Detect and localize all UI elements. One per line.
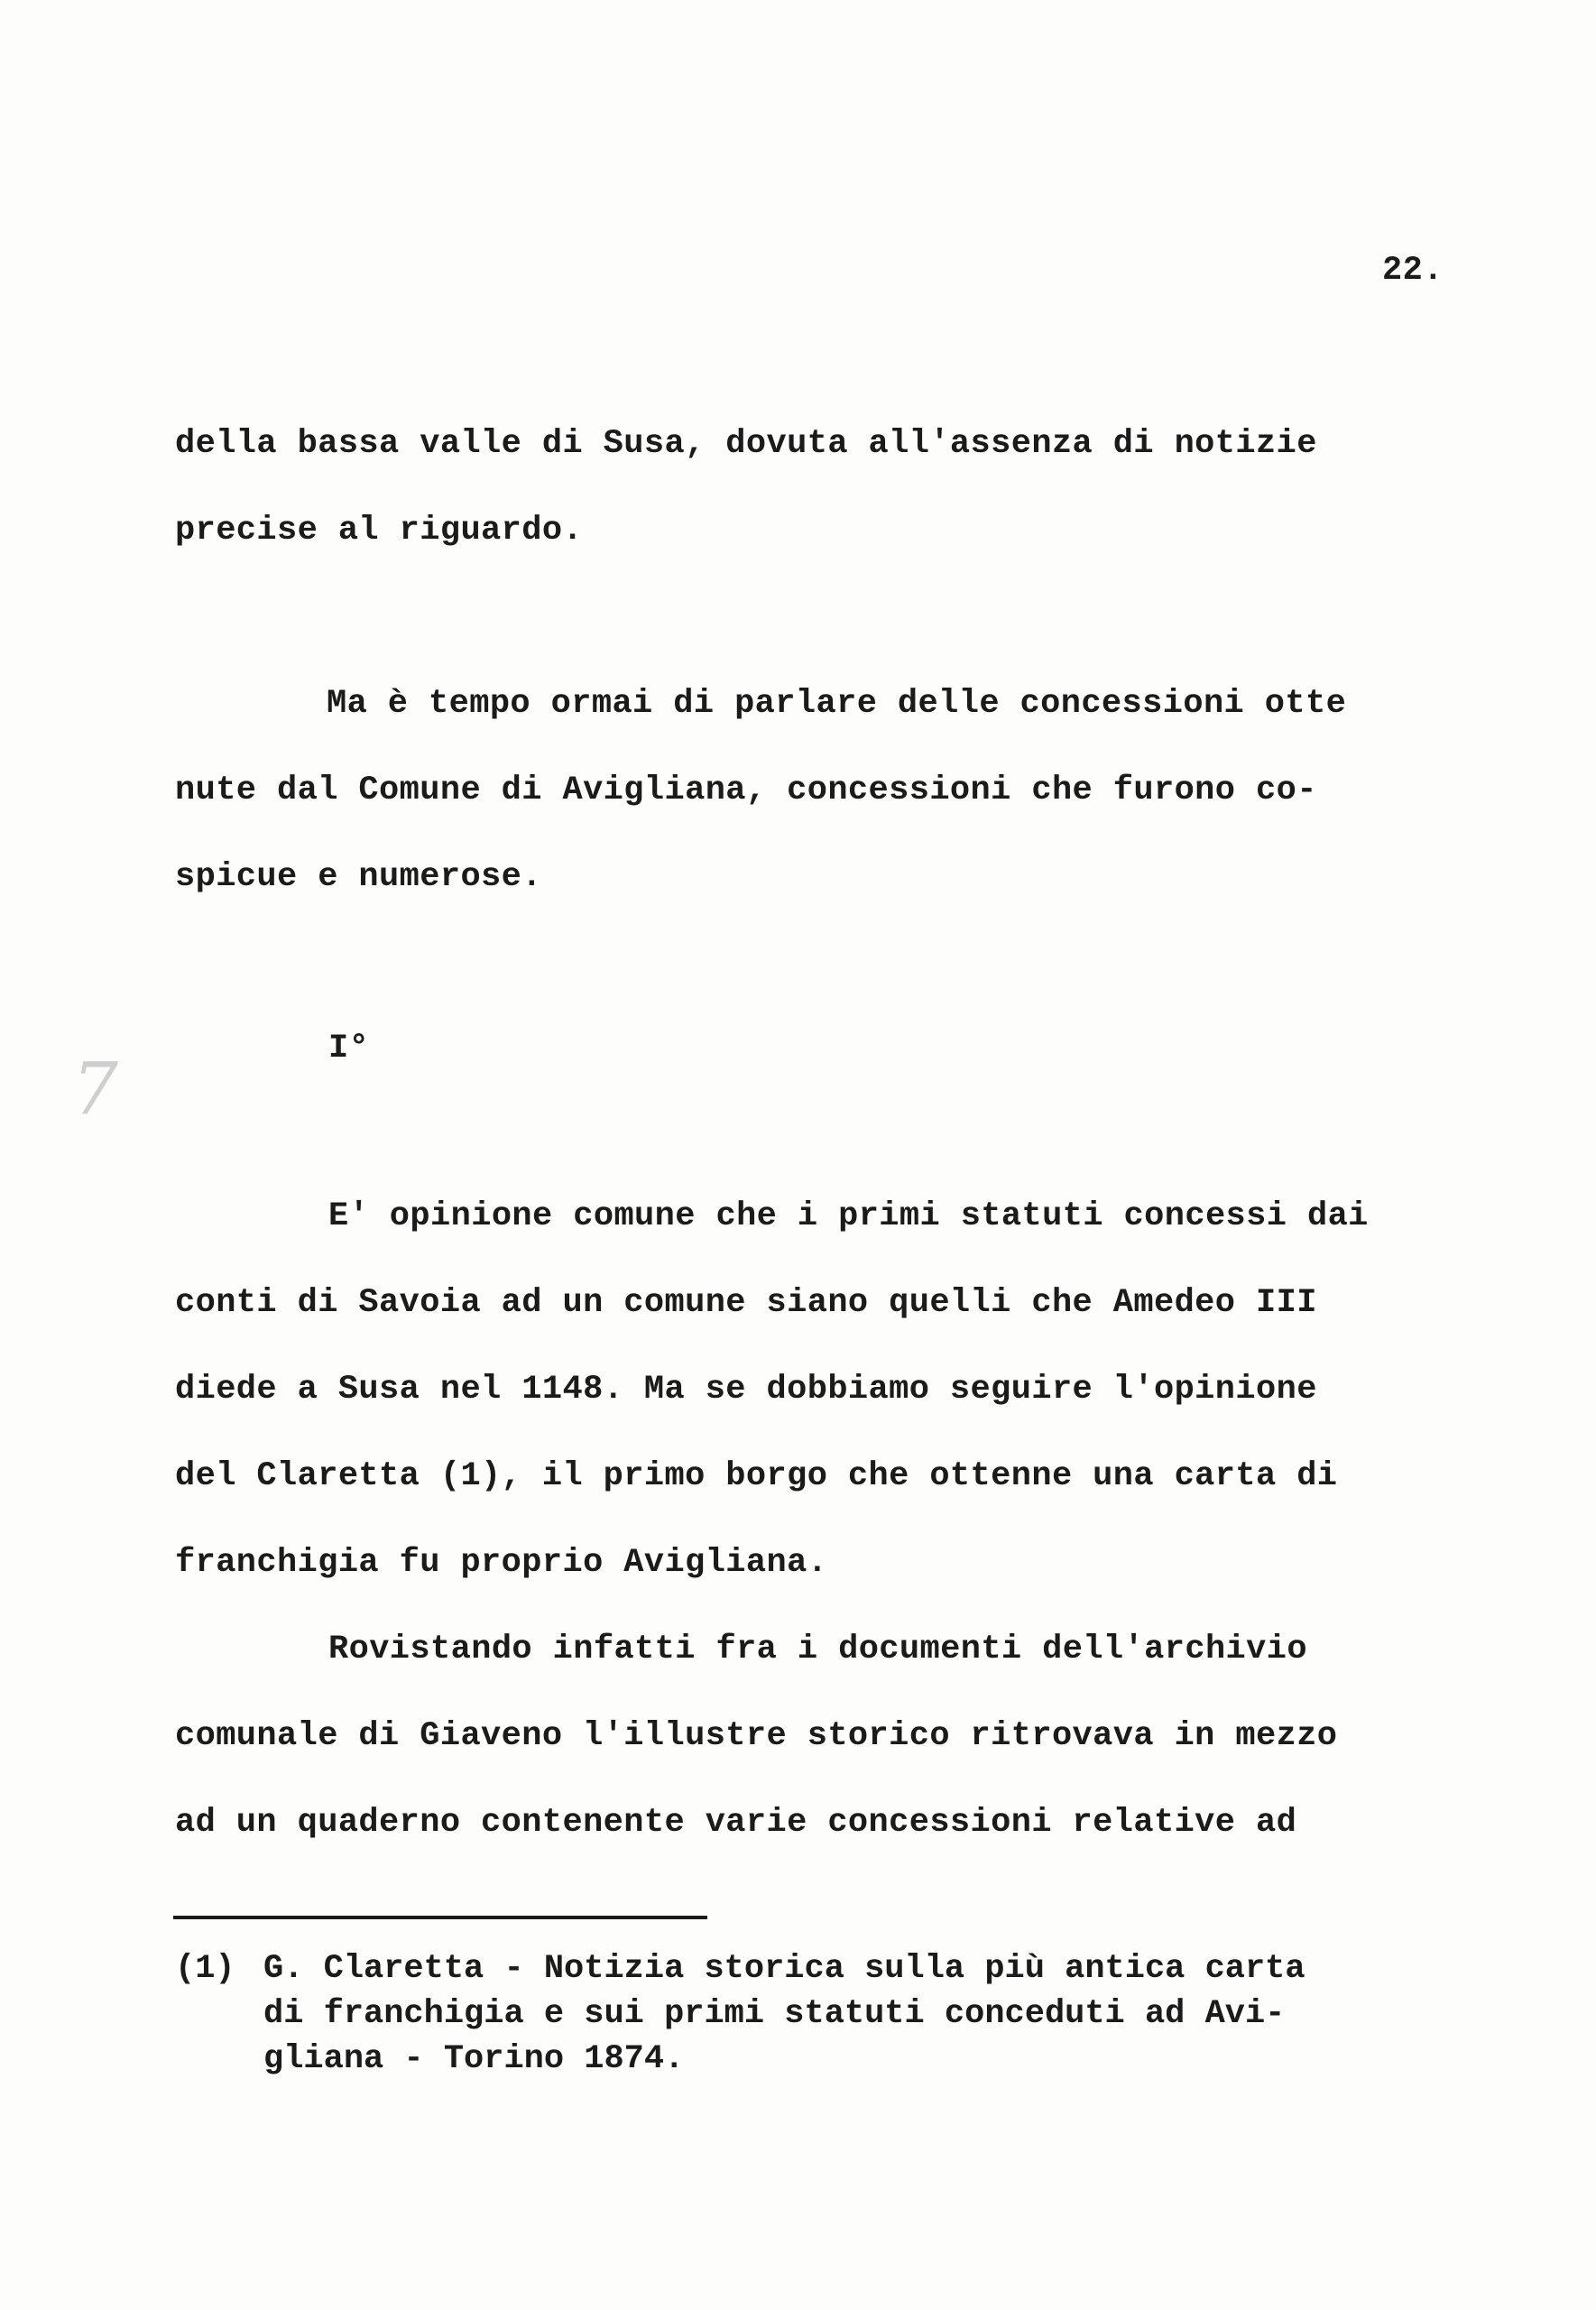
text-line: franchigia fu proprio Avigliana. [175, 1544, 828, 1582]
text-line: precise al riguardo. [175, 512, 584, 550]
footnote-marker: (1) [175, 1950, 235, 1988]
text-line: Ma è tempo ormai di parlare delle concessioni otte [327, 685, 1347, 723]
text-line: diede a Susa nel 1148. Ma se dobbiamo seguire l'opinione [175, 1371, 1317, 1409]
text-line: del Claretta (1), il primo borgo che ottenne una carta di [175, 1457, 1338, 1495]
page-number: 22. [1382, 252, 1444, 290]
section-heading: I° [328, 1030, 370, 1067]
text-line: nute dal Comune di Avigliana, concessioni che furono co- [175, 772, 1317, 809]
footnote-line: G. Claretta - Notizia storica sulla più antica carta [263, 1950, 1305, 1988]
text-line: E' opinione comune che i primi statuti concessi dai [328, 1197, 1369, 1235]
text-line: della bassa valle di Susa, dovuta all'assenza di notizie [175, 425, 1317, 463]
text-line: spicue e numerose. [175, 858, 542, 896]
text-line: Rovistando infatti fra i documenti dell'archivio [328, 1631, 1307, 1668]
text-line: comunale di Giaveno l'illustre storico ritrovava in mezzo [175, 1717, 1338, 1755]
text-line: ad un quaderno contenente varie concessioni relative ad [175, 1804, 1297, 1842]
text-line: conti di Savoia ad un comune siano quelli che Amedeo III [175, 1284, 1317, 1322]
footnote-line: di franchigia e sui primi statuti conceduti ad Avi- [263, 1995, 1286, 2033]
footnote-line: gliana - Torino 1874. [263, 2040, 685, 2078]
margin-annotation: 7 [72, 1047, 118, 1131]
footnote-rule [173, 1916, 707, 1919]
